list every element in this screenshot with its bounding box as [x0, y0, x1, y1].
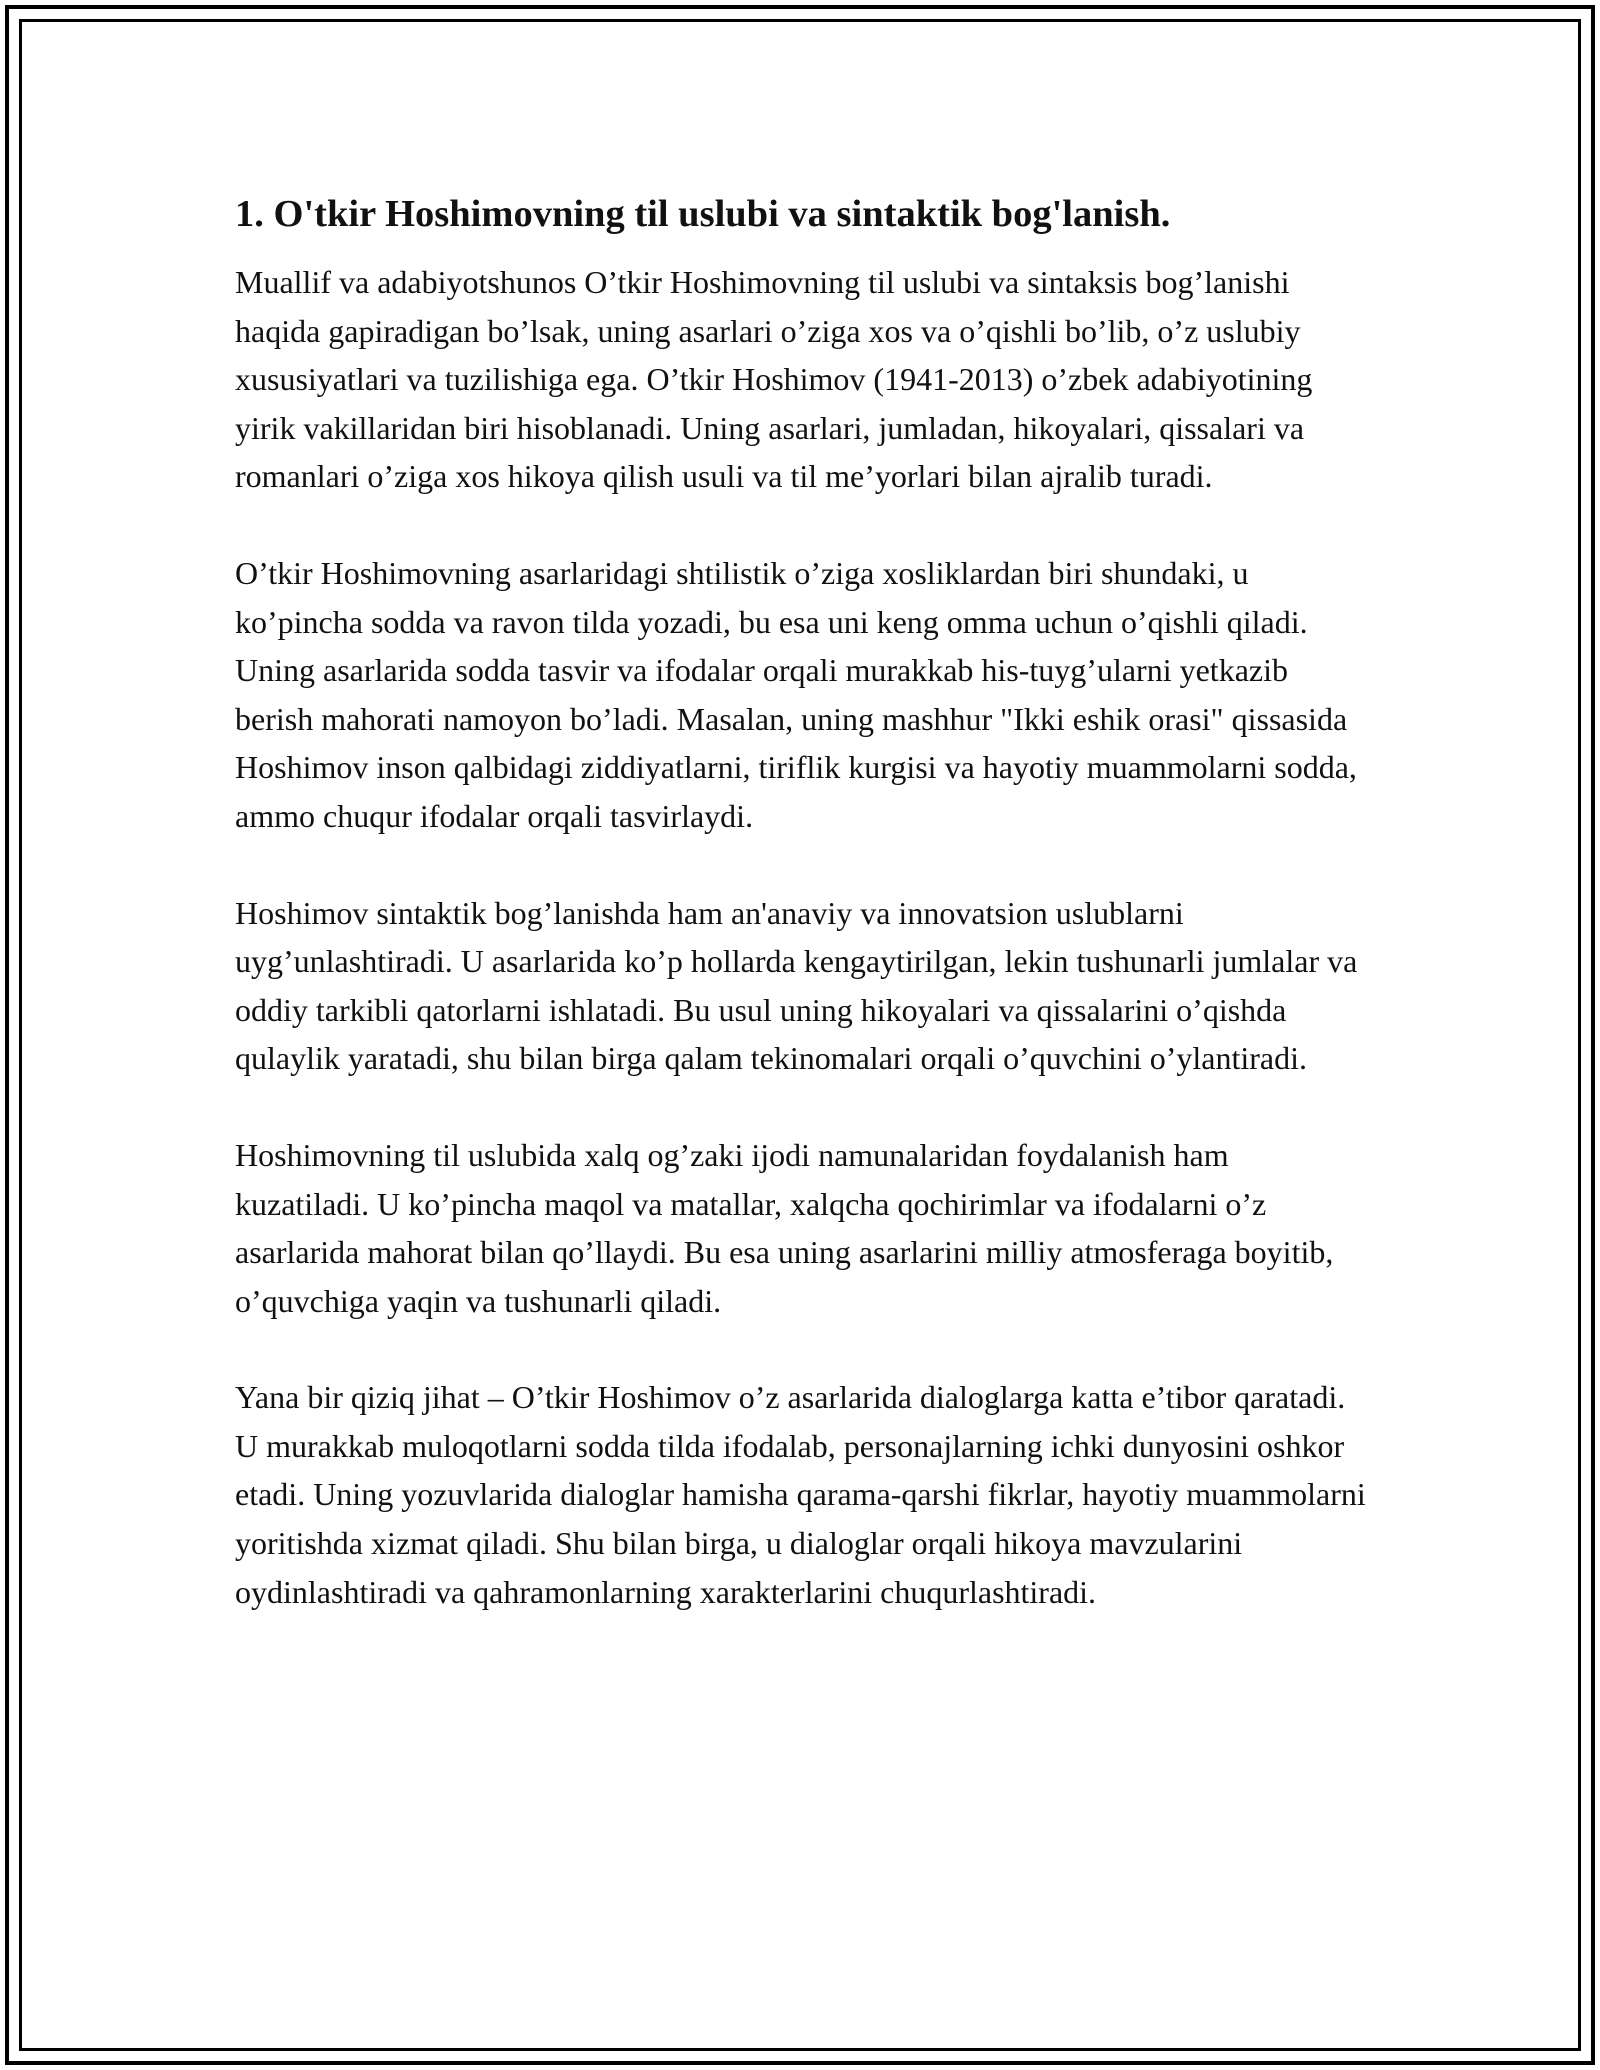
- paragraph-5: Yana bir qiziq jihat – O’tkir Hoshimov o’z asarlarida dialoglarga katta e’tibor qaratadi. U murakkab muloqotlarni sodda tilda ifodalab, personajlarning ichki dunyosini oshkor etadi. Uning yozuvlarida dialoglar hamisha qarama-qarshi fikrlar, hayotiy muammolarni yoritishda xizmat qiladi. Shu bilan birga, u dialoglar orqali hikoya mavzularini oydinlashtiradi va qahramonlarning xarakterlarini chuqurlashtiradi.: [235, 1379, 1366, 1610]
- document-body: [235, 188, 1370, 1664]
- paragraph-1: Muallif va adabiyotshunos O’tkir Hoshimovning til uslubi va sintaksis bog’lanishi haqida gapiradigan bo’lsak, uning asarlari o’ziga xos va o’qishli bo’lib, o’z uslubiy xususiyatlari va tuzilishiga ega. O’tkir Hoshimov (1941-2013) o’zbek adabiyotining yirik vakillaridan biri hisoblanadi. Uning asarlari, jumladan, hikoyalari, qissalari va romanlari o’ziga xos hikoya qilish usuli va til me’yorlari bilan ajralib turadi.: [235, 264, 1313, 495]
- paragraph-4: Hoshimovning til uslubida xalq og’zaki ijodi namunalaridan foydalanish ham kuzatiladi. U ko’pincha maqol va matallar, xalqcha qochirimlar va ifodalarni o’z asarlarida mahorat bilan qo’llaydi. Bu esa uning asarlarini milliy atmosferaga boyitib, o’quvchiga yaqin va tushunarli qiladi.: [235, 1136, 1334, 1319]
- paragraph-2: O’tkir Hoshimovning asarlaridagi shtilistik o’ziga xosliklardan biri shundaki, u ko’pincha sodda va ravon tilda yozadi, bu esa uni keng omma uchun o’qishli qiladi. Uning asarlarida sodda tasvir va ifodalar orqali murakkab his-tuyg’ularni yetkazib berish mahorati namoyon bo’ladi. Masalan, uning mashhur "Ikki eshik orasi" qissasida Hoshimov inson qalbidagi ziddiyatlarni, tiriflik kurgisi va hayotiy muammolarni sodda, ammo chuqur ifodalar orqali tasvirlaydi.: [235, 554, 1357, 834]
- document-title: 1. O'tkir Hoshimovning til uslubi va sintaktik bog'lanish.: [235, 193, 1171, 235]
- paragraph-3: Hoshimov sintaktik bog’lanishda ham an'anaviy va innovatsion uslublarni uyg’unlashtiradi. U asarlarida ko’p hollarda kengaytirilgan, lekin tushunarli jumlalar va oddiy tarkibli qatorlarni ishlatadi. Bu usul uning hikoyalari va qissalarini o’qishda qulaylik yaratadi, shu bilan birga qalam tekinomalari orqali o’quvchini o’ylantiradi.: [235, 894, 1358, 1077]
